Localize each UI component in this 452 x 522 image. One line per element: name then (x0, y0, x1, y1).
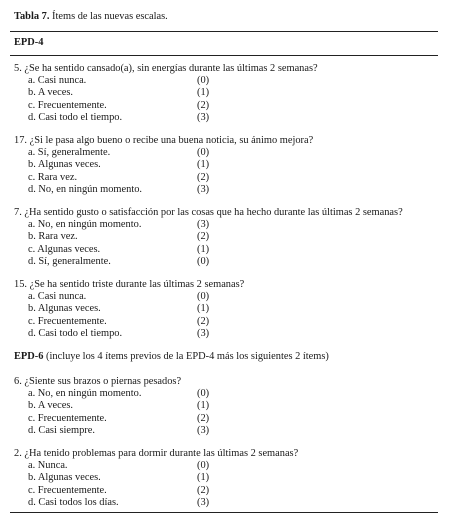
question-text: 17. ¿Si le pasa algo bueno o recibe una buena noticia, su ánimo mejora? (14, 135, 314, 146)
answer-option (14, 231, 444, 243)
answer-score: (2) (197, 171, 210, 183)
question-text: 6. ¿Siente sus brazos o piernas pesados? (14, 376, 182, 387)
answer-label: d. No, en ningún momento. (28, 183, 142, 195)
answer-score: (2) (197, 99, 210, 111)
question-item (14, 376, 444, 437)
answer-option (14, 75, 444, 87)
answer-option (14, 400, 444, 412)
answer-score: (2) (197, 315, 210, 327)
answer-label: c. Frecuentemente. (28, 99, 107, 111)
answer-score: (1) (197, 87, 210, 99)
answer-option (14, 425, 444, 437)
section-heading-label: EPD-4 (14, 37, 44, 48)
question-item (14, 448, 444, 509)
answer-score: (3) (197, 183, 210, 195)
question-item (14, 207, 444, 268)
section-rule (10, 55, 438, 56)
answer-option (14, 472, 444, 484)
section-heading-epd4 (14, 37, 43, 49)
answer-label: c. Frecuentemente. (28, 484, 107, 496)
question-text: 2. ¿Ha tenido problemas para dormir durante las últimas 2 semanas? (14, 448, 299, 459)
answer-option (14, 184, 444, 196)
answer-label: c. Rara vez. (28, 171, 78, 183)
answer-option (14, 388, 444, 400)
answer-option (14, 112, 444, 124)
answer-option (14, 219, 444, 231)
answer-option (14, 316, 444, 328)
answer-score: (0) (197, 147, 210, 159)
answer-option (14, 244, 444, 256)
answer-option (14, 497, 444, 509)
top-rule (10, 31, 438, 32)
question-text: 15. ¿Se ha sentido triste durante las últimas 2 semanas? (14, 279, 245, 290)
table-label: Tabla 7. (14, 11, 50, 22)
answer-option (14, 147, 444, 159)
answer-score: (3) (197, 496, 210, 508)
answer-label: c. Frecuentemente. (28, 315, 107, 327)
answer-option (14, 256, 444, 268)
answer-option (14, 485, 444, 497)
answer-option (14, 328, 444, 340)
answer-score: (3) (197, 219, 210, 231)
answer-label: d. Sí, generalmente. (28, 255, 111, 267)
answer-score: (2) (197, 484, 210, 496)
answer-score: (3) (197, 424, 210, 436)
answer-label: a. Casi nunca. (28, 75, 87, 87)
answer-score: (1) (197, 243, 210, 255)
answer-option (14, 87, 444, 99)
answer-option (14, 291, 444, 303)
answer-label: b. Rara vez. (28, 231, 78, 243)
answer-label: d. Casi todo el tiempo. (28, 327, 123, 339)
answer-score: (3) (197, 111, 210, 123)
question-item (14, 279, 444, 340)
answer-score: (0) (197, 388, 210, 400)
answer-label: a. Nunca. (28, 460, 68, 472)
answer-score: (1) (197, 400, 210, 412)
answer-label: c. Algunas veces. (28, 243, 101, 255)
answer-label: a. Sí, generalmente. (28, 147, 111, 159)
answer-option (14, 413, 444, 425)
section-heading-label: EPD-6 (14, 351, 44, 362)
question-item (14, 135, 444, 196)
answer-option (14, 159, 444, 171)
answer-option (14, 100, 444, 112)
section-heading-note: (incluye los 4 ítems previos de la EPD-4 más los siguientes 2 ítems) (43, 351, 329, 362)
answer-score: (0) (197, 291, 210, 303)
question-text: 5. ¿Se ha sentido cansado(a), sin energías durante las últimas 2 semanas? (14, 63, 318, 74)
answer-label: d. Casi siempre. (28, 424, 95, 436)
bottom-rule (10, 512, 438, 513)
answer-score: (2) (197, 412, 210, 424)
answer-label: c. Frecuentemente. (28, 412, 107, 424)
answer-label: a. Casi nunca. (28, 291, 87, 303)
answer-score: (1) (197, 472, 210, 484)
answer-score: (2) (197, 231, 210, 243)
answer-label: b. A veces. (28, 400, 74, 412)
question-item (14, 63, 444, 124)
answer-label: b. Algunas veces. (28, 303, 101, 315)
answer-score: (0) (197, 255, 210, 267)
answer-option (14, 303, 444, 315)
answer-label: a. No, en ningún momento. (28, 388, 142, 400)
answer-label: d. Casi todos los días. (28, 496, 119, 508)
answer-score: (1) (197, 303, 210, 315)
table-title (14, 11, 168, 23)
answer-score: (0) (197, 460, 210, 472)
answer-label: b. A veces. (28, 87, 74, 99)
answer-score: (3) (197, 327, 210, 339)
answer-label: a. No, en ningún momento. (28, 219, 142, 231)
answer-option (14, 460, 444, 472)
question-text: 7. ¿Ha sentido gusto o satisfacción por las cosas que ha hecho durante las últimas 2 semanas? (14, 207, 403, 218)
answer-score: (1) (197, 159, 210, 171)
answer-label: b. Algunas veces. (28, 472, 101, 484)
answer-option (14, 172, 444, 184)
answer-score: (0) (197, 75, 210, 87)
section-heading-epd6 (14, 351, 329, 363)
answer-label: d. Casi todo el tiempo. (28, 111, 123, 123)
table-caption: Ítems de las nuevas escalas. (49, 11, 168, 22)
answer-label: b. Algunas veces. (28, 159, 101, 171)
